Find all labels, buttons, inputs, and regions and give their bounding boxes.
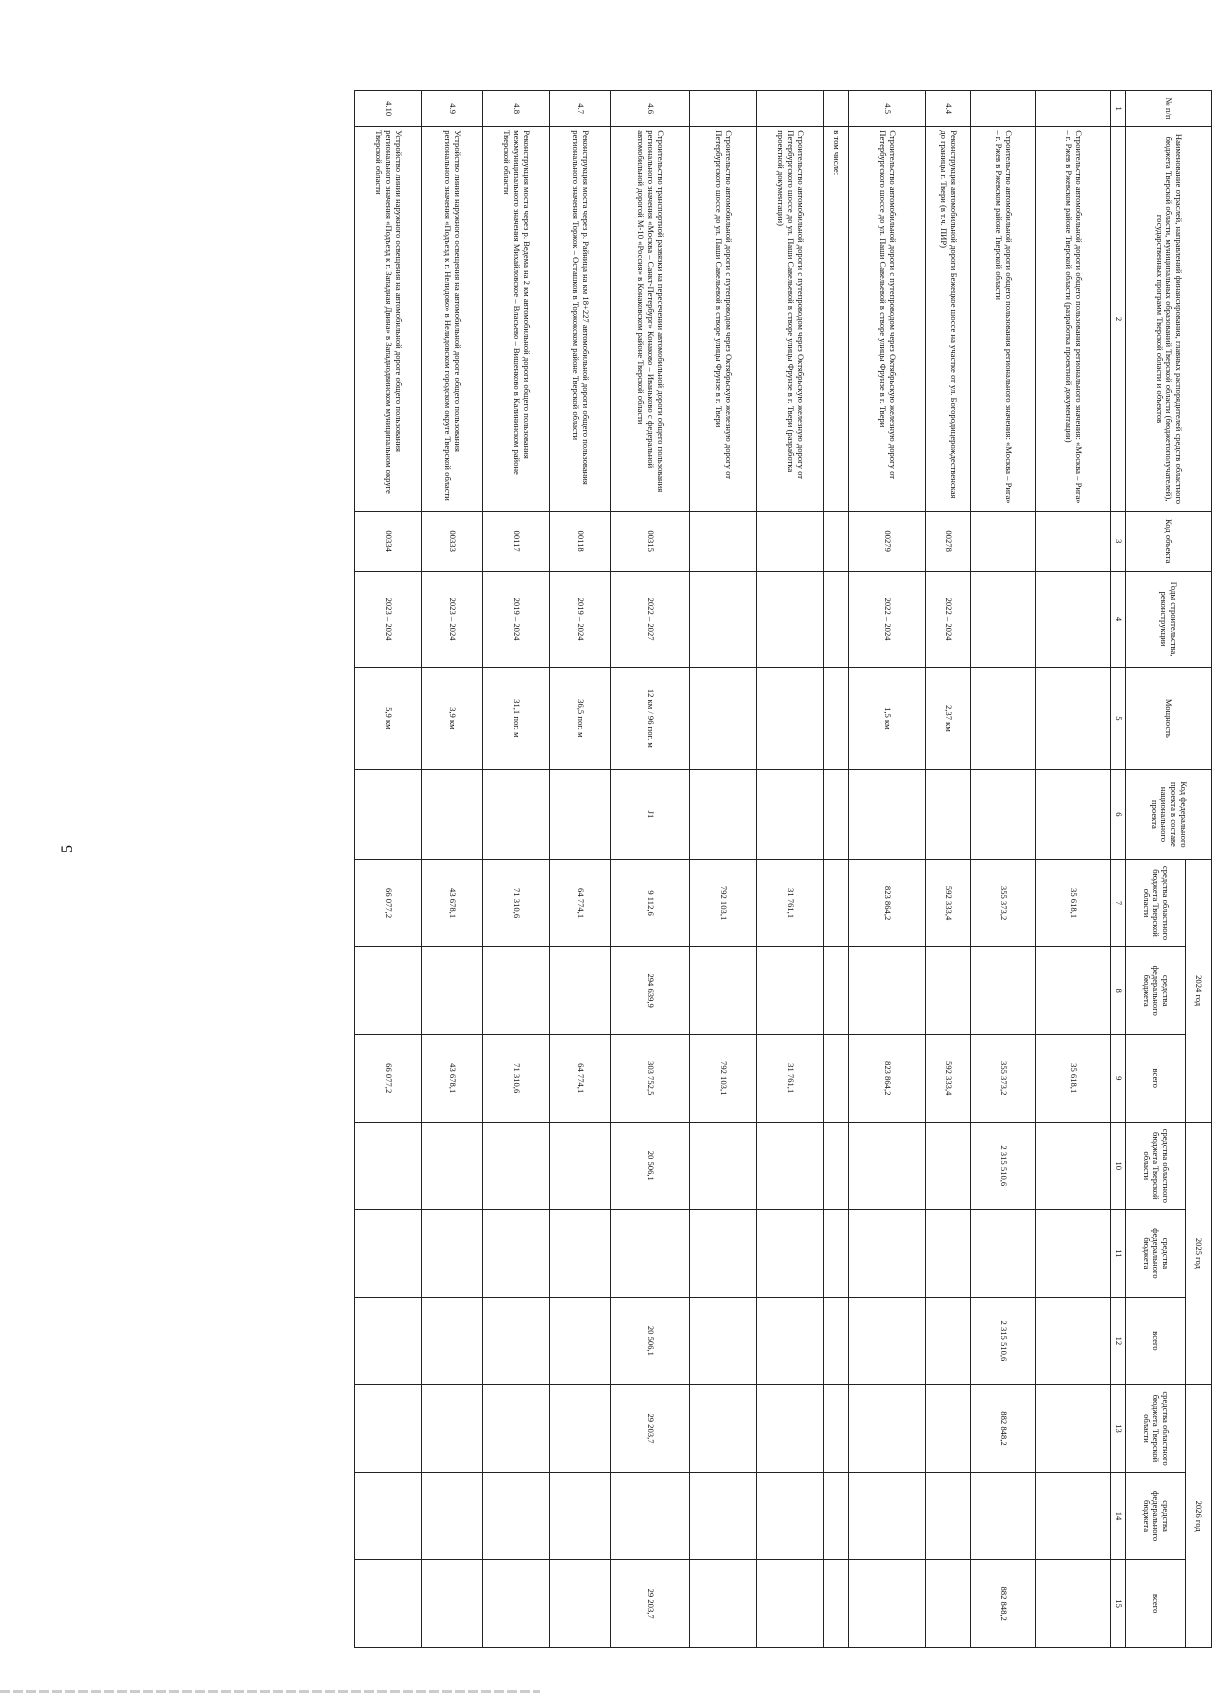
row-fed-code	[849, 770, 926, 860]
column-number: 4	[1111, 571, 1126, 667]
column-number-row	[1111, 91, 1126, 1648]
row-regional-2026	[849, 1385, 926, 1473]
row-capacity	[824, 667, 849, 770]
row-regional-2024: 64 774,1	[550, 859, 611, 947]
row-regional-2024	[824, 859, 849, 947]
row-num	[824, 91, 849, 127]
row-years: 2019 – 2024	[483, 571, 550, 667]
row-regional-2025	[849, 1122, 926, 1210]
row-regional-2024: 823 864,2	[849, 859, 926, 947]
row-total-2024	[824, 1034, 849, 1122]
row-years: 2022 – 2024	[926, 571, 971, 667]
row-code	[1036, 511, 1111, 571]
row-total-2026	[422, 1560, 483, 1648]
row-regional-2025	[422, 1122, 483, 1210]
row-federal-2025	[757, 1210, 824, 1298]
row-code	[971, 511, 1036, 571]
header-regional-2024: средства областного бюджета Тверской области	[1126, 859, 1186, 947]
row-name: Строительство автомобильной дороги с путепроводом через Октябрьскую железную дорогу от Петербургского шоссе до ул. Паши Савельевой в створе улицы Фрунзе в г. Твери	[849, 127, 926, 511]
row-years	[690, 571, 757, 667]
row-federal-2026	[611, 1472, 690, 1560]
row-capacity: 3,9 км	[422, 667, 483, 770]
row-regional-2025	[483, 1122, 550, 1210]
table-row	[355, 91, 422, 1648]
row-regional-2026	[690, 1385, 757, 1473]
row-num	[690, 91, 757, 127]
header-total-2026: всего	[1126, 1560, 1186, 1648]
row-years	[757, 571, 824, 667]
column-number: 3	[1111, 511, 1126, 571]
column-number: 2	[1111, 127, 1126, 511]
column-number: 15	[1111, 1560, 1126, 1648]
row-fed-code	[690, 770, 757, 860]
row-federal-2026	[824, 1472, 849, 1560]
header-fed-code: Код федерального проекта в составе национального проекта	[1126, 770, 1212, 860]
row-total-2024: 792 103,1	[690, 1034, 757, 1122]
row-regional-2026	[1036, 1385, 1111, 1473]
column-number: 9	[1111, 1034, 1126, 1122]
row-regional-2024: 66 077,2	[355, 859, 422, 947]
table-row	[550, 91, 611, 1648]
row-num: 4.9	[422, 91, 483, 127]
row-regional-2026: 882 848,2	[971, 1385, 1036, 1473]
row-federal-2024	[483, 947, 550, 1035]
row-total-2024: 303 752,5	[611, 1034, 690, 1122]
row-name: Устройство линии наружного освещения на автомобильной дороге общего пользования регионального значения «Подъезд к г. Западная Двина» в Западнодвинском муниципальном округе Тверской области	[355, 127, 422, 511]
row-federal-2026	[355, 1472, 422, 1560]
row-capacity: 31,1 пог. м	[483, 667, 550, 770]
header-year-2024: 2024 год	[1186, 859, 1212, 1122]
row-years	[824, 571, 849, 667]
row-fed-code	[483, 770, 550, 860]
row-regional-2025: 20 506,1	[611, 1122, 690, 1210]
row-name: Реконструкция моста через р. Райница на км 18+227 автомобильной дороги общего пользования регионального значения Торжок – Осташков в Торжокском районе Тверской области	[550, 127, 611, 511]
row-fed-code	[757, 770, 824, 860]
table-row	[971, 91, 1036, 1648]
table-row	[611, 91, 690, 1648]
row-total-2025	[1036, 1297, 1111, 1385]
row-fed-code	[550, 770, 611, 860]
row-name: Реконструкция моста через р. Ведема на 2 км автомобильной дороги общего пользования межмуниципального значения Михайловское – Власьево – Вишенково в Калининском районе Тверской области	[483, 127, 550, 511]
row-total-2025	[849, 1297, 926, 1385]
row-regional-2025	[824, 1122, 849, 1210]
table-row	[926, 91, 971, 1648]
header-regional-2026: средства областного бюджета Тверской области	[1126, 1385, 1186, 1473]
row-regional-2026: 29 203,7	[611, 1385, 690, 1473]
table-row	[690, 91, 757, 1648]
header-federal-2024: средства федерального бюджета	[1126, 947, 1186, 1035]
budget-table	[354, 90, 1212, 1648]
row-regional-2026	[824, 1385, 849, 1473]
row-code	[690, 511, 757, 571]
header-year-2025: 2025 год	[1186, 1122, 1212, 1385]
table-row	[849, 91, 926, 1648]
row-total-2025: 20 506,1	[611, 1297, 690, 1385]
row-federal-2025	[422, 1210, 483, 1298]
row-total-2026	[824, 1560, 849, 1648]
row-total-2024: 71 310,6	[483, 1034, 550, 1122]
row-capacity: 5,9 км	[355, 667, 422, 770]
row-regional-2026	[757, 1385, 824, 1473]
row-years	[1036, 571, 1111, 667]
row-total-2025	[824, 1297, 849, 1385]
row-federal-2024	[824, 947, 849, 1035]
row-fed-code	[355, 770, 422, 860]
row-fed-code: J1	[611, 770, 690, 860]
row-federal-2025	[824, 1210, 849, 1298]
column-number: 13	[1111, 1385, 1126, 1473]
table-row	[757, 91, 824, 1648]
row-federal-2025	[611, 1210, 690, 1298]
row-total-2025	[690, 1297, 757, 1385]
row-num	[971, 91, 1036, 127]
row-regional-2025	[550, 1122, 611, 1210]
row-capacity: 36,5 пог. м	[550, 667, 611, 770]
row-regional-2024: 31 761,1	[757, 859, 824, 947]
row-federal-2024	[1036, 947, 1111, 1035]
row-federal-2026	[971, 1472, 1036, 1560]
header-years: Годы строительства, реконструкции	[1126, 571, 1212, 667]
header-regional-2025: средства областного бюджета Тверской области	[1126, 1122, 1186, 1210]
row-regional-2025	[690, 1122, 757, 1210]
header-code-object: Код объекта	[1126, 511, 1212, 571]
row-federal-2024: 294 639,9	[611, 947, 690, 1035]
row-regional-2026	[355, 1385, 422, 1473]
row-total-2024: 31 761,1	[757, 1034, 824, 1122]
row-regional-2026	[422, 1385, 483, 1473]
table-row	[483, 91, 550, 1648]
row-total-2025	[422, 1297, 483, 1385]
row-fed-code	[422, 770, 483, 860]
row-capacity: 2,37 км	[926, 667, 971, 770]
row-num: 4.10	[355, 91, 422, 127]
row-num	[757, 91, 824, 127]
row-federal-2025	[849, 1210, 926, 1298]
row-fed-code	[1036, 770, 1111, 860]
row-regional-2025	[1036, 1122, 1111, 1210]
row-regional-2024: 43 678,1	[422, 859, 483, 947]
row-capacity	[1036, 667, 1111, 770]
row-federal-2024	[422, 947, 483, 1035]
row-total-2025	[550, 1297, 611, 1385]
row-total-2024: 64 774,1	[550, 1034, 611, 1122]
row-federal-2025	[926, 1210, 971, 1298]
row-regional-2024: 35 618,1	[1036, 859, 1111, 947]
row-code: 00117	[483, 511, 550, 571]
header-name: Наименование отраслей, направлений финансирования, главных распорядителей средств областного бюджета Тверской области, муниципальных образований Тверской области (бюджетополучателей), государственных программ Тверской области и объектов	[1126, 127, 1212, 511]
row-num: 4.4	[926, 91, 971, 127]
table-row	[824, 91, 849, 1648]
row-federal-2024	[550, 947, 611, 1035]
column-number: 11	[1111, 1210, 1126, 1298]
row-years: 2022 – 2024	[849, 571, 926, 667]
row-capacity: 12 км / 96 пог. м	[611, 667, 690, 770]
row-code: 00278	[926, 511, 971, 571]
row-regional-2025	[757, 1122, 824, 1210]
row-federal-2025	[971, 1210, 1036, 1298]
row-capacity	[757, 667, 824, 770]
header-year-2026: 2026 год	[1186, 1385, 1212, 1648]
row-fed-code	[971, 770, 1036, 860]
rotated-table-container	[146, 90, 1212, 1648]
row-num: 4.7	[550, 91, 611, 127]
row-years: 2023 – 2024	[422, 571, 483, 667]
row-federal-2026	[757, 1472, 824, 1560]
row-code: 00334	[355, 511, 422, 571]
row-code: 00279	[849, 511, 926, 571]
row-total-2026	[849, 1560, 926, 1648]
row-name: Строительство транспортной развязки на пересечении автомобильной дороги общего пользования регионального значения «Москва – Санкт-Петербург» Конаково – Иваньково с федеральной автомобильной дорогой М-10 «Россия» в Конаковском районе Тверской области	[611, 127, 690, 511]
row-total-2026	[550, 1560, 611, 1648]
row-federal-2025	[483, 1210, 550, 1298]
row-federal-2026	[849, 1472, 926, 1560]
row-total-2024: 592 333,4	[926, 1034, 971, 1122]
row-regional-2026	[550, 1385, 611, 1473]
row-years: 2022 – 2027	[611, 571, 690, 667]
row-total-2025	[355, 1297, 422, 1385]
row-num: 4.5	[849, 91, 926, 127]
row-name: Устройство линии наружного освещения на автомобильной дороге общего пользования регионального значения «Подъезд к г. Нелидово» в Нелидовском городском округе Тверской области	[422, 127, 483, 511]
row-total-2024: 355 373,2	[971, 1034, 1036, 1122]
table-row	[422, 91, 483, 1648]
column-number: 5	[1111, 667, 1126, 770]
table-row	[1036, 91, 1111, 1648]
header-total-2025: всего	[1126, 1297, 1186, 1385]
row-num: 4.8	[483, 91, 550, 127]
row-years	[971, 571, 1036, 667]
row-total-2025: 2 315 510,6	[971, 1297, 1036, 1385]
column-number: 8	[1111, 947, 1126, 1035]
row-federal-2024	[355, 947, 422, 1035]
row-total-2024: 43 678,1	[422, 1034, 483, 1122]
column-number: 12	[1111, 1297, 1126, 1385]
header-capacity: Мощность	[1126, 667, 1212, 770]
row-code: 00333	[422, 511, 483, 571]
row-fed-code	[926, 770, 971, 860]
row-name: Строительство автомобильной дороги общего пользования регионального значения: «Москва – Рига» – г. Ржев в Ржевском районе Тверской области	[971, 127, 1036, 511]
row-capacity: 1,5 км	[849, 667, 926, 770]
row-federal-2024	[757, 947, 824, 1035]
row-capacity	[690, 667, 757, 770]
row-capacity	[971, 667, 1036, 770]
row-federal-2025	[355, 1210, 422, 1298]
row-regional-2025: 2 315 510,6	[971, 1122, 1036, 1210]
column-number: 1	[1111, 91, 1126, 127]
header-federal-2025: средства федерального бюджета	[1126, 1210, 1186, 1298]
row-federal-2026	[483, 1472, 550, 1560]
row-federal-2025	[1036, 1210, 1111, 1298]
header-federal-2026: средства федерального бюджета	[1126, 1472, 1186, 1560]
scan-edge-artifact	[0, 1690, 540, 1693]
row-fed-code	[824, 770, 849, 860]
row-name: Строительство автомобильной дороги общего пользования регионального значения: «Москва – Рига» – г. Ржев в Ржевском районе Тверской области (разработка проектной документации)	[1036, 127, 1111, 511]
row-federal-2025	[550, 1210, 611, 1298]
row-regional-2024: 71 310,6	[483, 859, 550, 947]
row-code: 00118	[550, 511, 611, 571]
row-name: Реконструкция автомобильной дороги Бежецкое шоссе на участке от ул. Богородицерождественская до границы г. Твери (в т.ч. ПИР)	[926, 127, 971, 511]
row-total-2025	[926, 1297, 971, 1385]
row-federal-2025	[690, 1210, 757, 1298]
row-total-2026	[355, 1560, 422, 1648]
row-federal-2026	[690, 1472, 757, 1560]
row-total-2024: 35 618,1	[1036, 1034, 1111, 1122]
row-regional-2024: 355 373,2	[971, 859, 1036, 947]
row-years: 2023 – 2024	[355, 571, 422, 667]
row-total-2024: 66 077,2	[355, 1034, 422, 1122]
page-number: 5	[59, 845, 76, 853]
row-code	[824, 511, 849, 571]
column-number: 7	[1111, 859, 1126, 947]
row-federal-2026	[1036, 1472, 1111, 1560]
row-num	[1036, 91, 1111, 127]
header-num: № п/п	[1126, 91, 1212, 127]
row-federal-2024	[926, 947, 971, 1035]
row-total-2026	[1036, 1560, 1111, 1648]
row-regional-2024: 592 333,4	[926, 859, 971, 947]
row-code: 00315	[611, 511, 690, 571]
row-federal-2024	[690, 947, 757, 1035]
table-body	[355, 91, 1126, 1648]
row-total-2026	[483, 1560, 550, 1648]
column-number: 14	[1111, 1472, 1126, 1560]
row-federal-2026	[550, 1472, 611, 1560]
row-name: в том числе:	[824, 127, 849, 511]
row-regional-2024: 792 103,1	[690, 859, 757, 947]
row-federal-2026	[422, 1472, 483, 1560]
row-total-2026	[757, 1560, 824, 1648]
row-total-2026: 882 848,2	[971, 1560, 1036, 1648]
row-code	[757, 511, 824, 571]
row-name: Строительство автомобильной дороги с путепроводом через Октябрьскую железную дорогу от Петербургского шоссе до ул. Паши Савельевой в створе улицы Фрунзе в г. Твери	[690, 127, 757, 511]
row-regional-2026	[483, 1385, 550, 1473]
row-name: Строительство автомобильной дороги с путепроводом через Октябрьскую железную дорогу от Петербургского шоссе до ул. Паши Савельевой в створе улицы Фрунзе в г. Твери (разработка проектной документации)	[757, 127, 824, 511]
row-regional-2025	[355, 1122, 422, 1210]
row-total-2026	[926, 1560, 971, 1648]
header-total-2024: всего	[1126, 1034, 1186, 1122]
row-federal-2024	[849, 947, 926, 1035]
column-number: 6	[1111, 770, 1126, 860]
row-regional-2025	[926, 1122, 971, 1210]
row-total-2026	[690, 1560, 757, 1648]
row-years: 2019 – 2024	[550, 571, 611, 667]
row-regional-2026	[926, 1385, 971, 1473]
row-regional-2024: 9 112,6	[611, 859, 690, 947]
row-federal-2026	[926, 1472, 971, 1560]
row-total-2026: 29 203,7	[611, 1560, 690, 1648]
row-total-2025	[483, 1297, 550, 1385]
row-total-2025	[757, 1297, 824, 1385]
column-number: 10	[1111, 1122, 1126, 1210]
row-num: 4.6	[611, 91, 690, 127]
row-total-2024: 823 864,2	[849, 1034, 926, 1122]
row-federal-2024	[971, 947, 1036, 1035]
